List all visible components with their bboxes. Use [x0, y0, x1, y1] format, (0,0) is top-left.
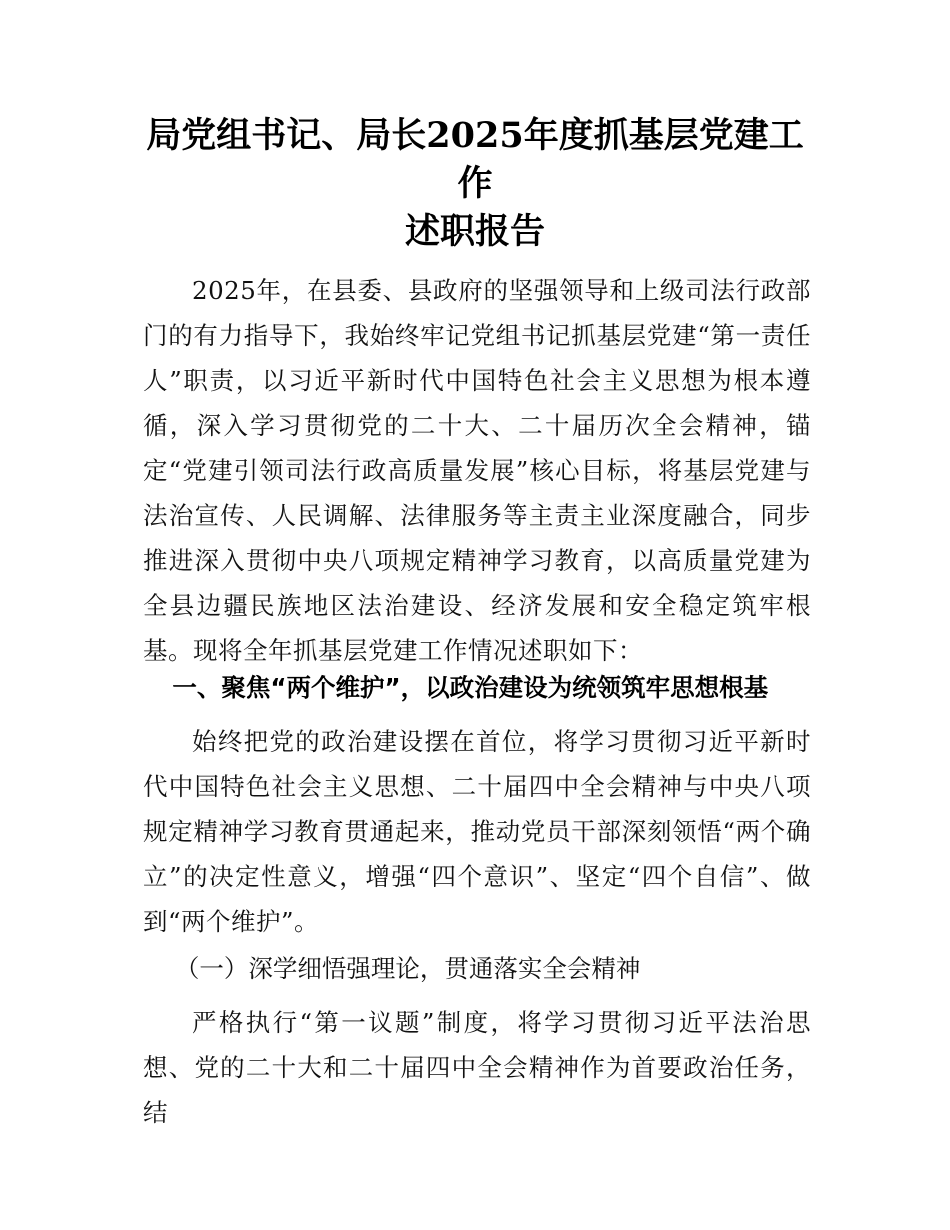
title-line-1: 局党组书记、局长2025年度抓基层党建工作	[146, 115, 804, 204]
subsection-1-paragraph: 严格执行“第一议题”制度，将学习贯彻习近平法治思想、党的二十大和二十届四中全会精神作为首要政治任务，结	[143, 1008, 811, 1127]
document-title	[140, 112, 810, 256]
intro-paragraph: 2025年，在县委、县政府的坚强领导和上级司法行政部门的有力指导下，我始终牢记党组书记抓基层党建“第一责任人”职责，以习近平新时代中国特色社会主义思想为根本遵循，深入学习贯彻党的二十大、二十届历次全会精神，锚定“党建引领司法行政高质量发展”核心目标，将基层党建与法治宣传、人民调解、法律服务等主责主业深度融合，同步推进深入贯彻中央八项规定精神学习教育，以高质量党建为全县边疆民族地区法治建设、经济发展和安全稳定筑牢根基。现将全年抓基层党建工作情况述职如下：	[143, 276, 811, 665]
section-1-heading: 一、聚焦“两个维护”，以政治建设为统领筑牢思想根基	[172, 673, 769, 702]
subsection-1-heading: （一）深学细悟强理论，贯通落实全会精神	[174, 954, 641, 983]
section-1-paragraph: 始终把党的政治建设摆在首位，将学习贯彻习近平新时代中国特色社会主义思想、二十届四中全会精神与中央八项规定精神学习教育贯通起来，推动党员干部深刻领悟“两个确立”的决定性意义，增强“四个意识”、坚定“四个自信”、做到“两个维护”。	[143, 727, 811, 936]
title-line-2: 述职报告	[404, 211, 545, 252]
